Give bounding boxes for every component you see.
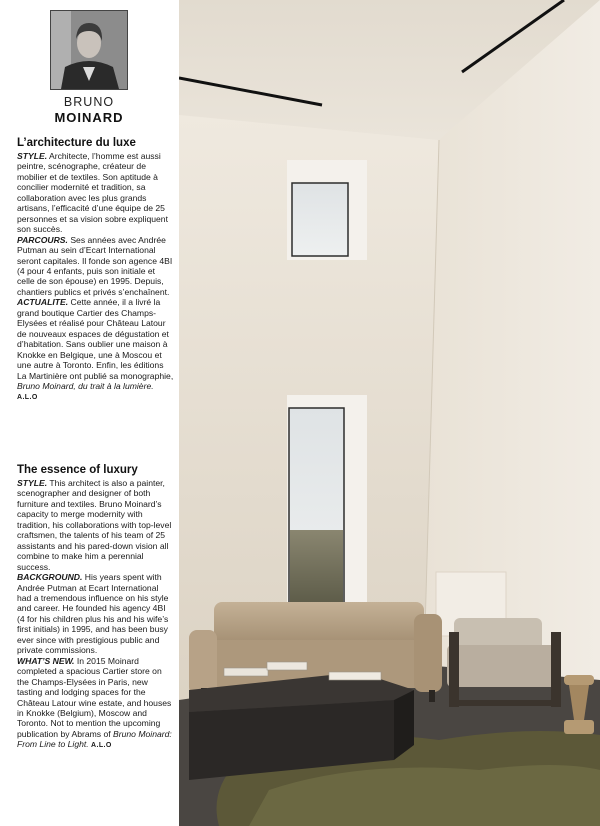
text-column [0, 0, 178, 826]
signature-en: A.L.O [91, 742, 112, 750]
interior-illustration [179, 0, 600, 826]
french-body [17, 151, 175, 404]
whatsnew-text: In 2015 Moinard completed a spacious Cartier store on the Champs-Elysées in Paris, new tasting and lodging spaces for the Château Latour wine estate, and houses in Knokke (Belgium), Moscow and Toronto. Not to mention the upcoming publication by Abrams of [17, 655, 172, 739]
first-name: BRUNO [63, 95, 115, 109]
parcours-text: Ses années avec Andrée Putman au sein d’Ecart International seront capitales. Il fonde son agence 4BI (4 pour 4 enfants, puis son initiale et celle de son épouse) en 1995. Depuis, chantiers publics et privés s’enchaînent. [17, 234, 173, 297]
english-title: The essence of luxury [17, 464, 138, 476]
background-keyword: BACKGROUND. [17, 572, 83, 583]
interior-photo [179, 0, 600, 826]
french-section [17, 137, 175, 404]
portrait-photo [50, 10, 128, 90]
english-section [17, 464, 175, 752]
signature-fr: A.L.O [17, 394, 38, 402]
last-name: MOINARD [54, 110, 124, 125]
parcours-keyword: PARCOURS. [17, 234, 68, 245]
style-keyword-en: STYLE. [17, 478, 48, 488]
english-body [17, 478, 175, 752]
background-text: His years spent with Andrée Putman at Ecart International had a tremendous influence on his style and career. He founded his agency 4BI (4 for his children plus his and his wife’s first initials) in 1995, and has been busy ever since with prestigious public and private commissions. [17, 572, 169, 656]
french-title: L’architecture du luxe [17, 137, 136, 149]
whatsnew-keyword: WHAT’S NEW. [17, 655, 75, 666]
style-keyword-fr: STYLE. [17, 151, 48, 161]
style-text-fr: Architecte, l’homme est aussi peintre, scénographe, créateur de mobilier et de textiles. Son aptitude à concilier modernité et tradition, sa collaboration avec les plus grands artisans, l’efficacité d’une équipe de 25 personnes et sa vision sobre expliquent son succès. [17, 151, 168, 235]
style-text-en: This architect is also a painter, scenographer and designer of both furniture and textiles. Bruno Moinard’s capacity to merge modernity with tradition, his collaborations with top-level craftsmen, the talents of his team of 25 assistants and his pared-down vision all combine to make him a perennial success. [17, 478, 172, 572]
book-title-fr: Bruno Moinard, du trait à la lumière. [17, 380, 154, 391]
actualite-text: Cette année, il a livré la grand boutique Cartier des Champs-Elysées et réalisé pour Château Latour de nouveaux espaces de dégustation et d’habitation. Sans oublier une maison à Knokke en Belgique, une à Moscou et une autre à Toronto. Enfin, les éditions La Martinière ont publié sa monographie, [17, 297, 174, 381]
actualite-keyword: ACTUALITE. [17, 297, 69, 308]
book-title-en: Bruno Moinard: From Line to Light. [17, 728, 172, 750]
